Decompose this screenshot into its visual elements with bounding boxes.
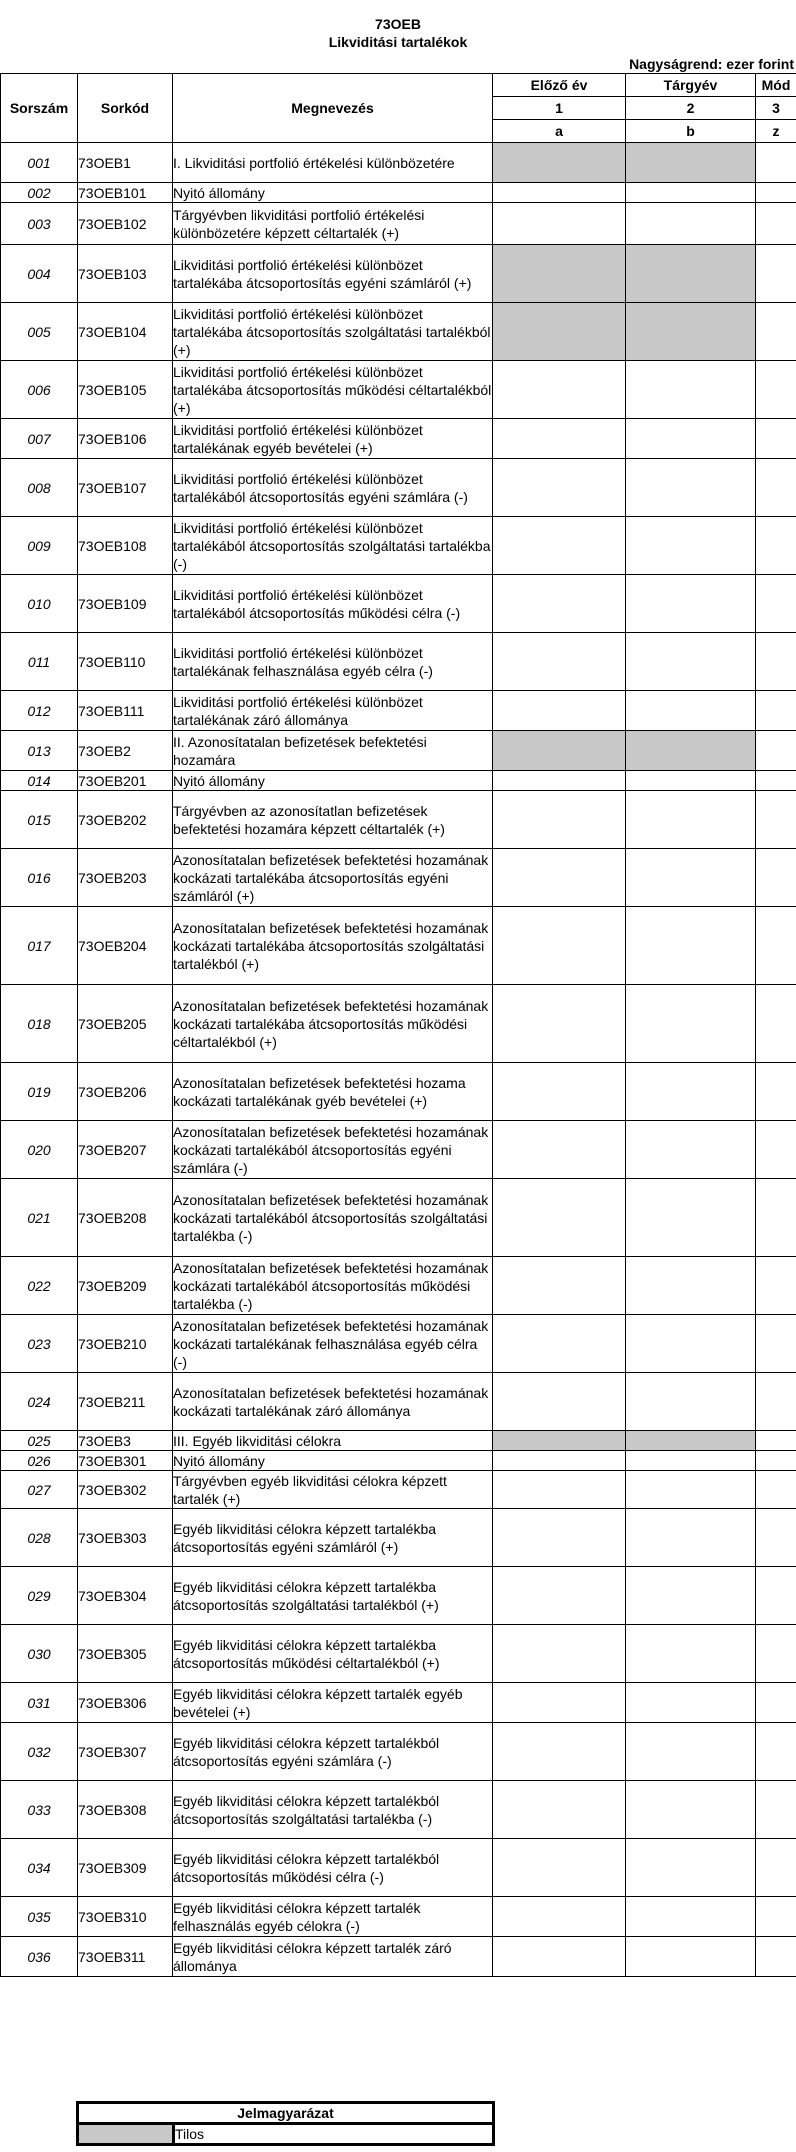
row-number: 015 — [1, 791, 78, 849]
row-name: Azonosítatalan befizetések befektetési hozamának kockázati tartalékába átcsoportosítás egyéni számláról (+) — [173, 849, 493, 907]
row-number: 026 — [1, 1451, 78, 1471]
row-code: 73OEB309 — [78, 1839, 173, 1897]
row-number: 002 — [1, 183, 78, 203]
value-mod[interactable] — [756, 1897, 796, 1937]
value-targyev[interactable] — [626, 1625, 756, 1683]
col-header-megnevezes: Megnevezés — [173, 74, 493, 143]
table-row — [1, 245, 796, 303]
value-mod[interactable] — [756, 1723, 796, 1781]
value-targyev[interactable] — [626, 203, 756, 245]
row-code: 73OEB101 — [78, 183, 173, 203]
col-header-mod: Mód — [756, 74, 796, 97]
table-row — [1, 1683, 796, 1723]
report-table — [0, 73, 796, 1977]
value-targyev[interactable] — [626, 985, 756, 1063]
value-elozo-ev — [493, 731, 626, 771]
row-number: 007 — [1, 419, 78, 459]
row-number: 011 — [1, 633, 78, 691]
row-code: 73OEB108 — [78, 517, 173, 575]
table-row — [1, 731, 796, 771]
value-targyev[interactable] — [626, 183, 756, 203]
row-code: 73OEB301 — [78, 1451, 173, 1471]
table-row — [1, 203, 796, 245]
row-number: 027 — [1, 1471, 78, 1509]
row-code: 73OEB302 — [78, 1471, 173, 1509]
row-code: 73OEB111 — [78, 691, 173, 731]
row-number: 005 — [1, 303, 78, 361]
col-header-sorszam: Sorszám — [1, 74, 78, 143]
row-number: 012 — [1, 691, 78, 731]
table-row — [1, 183, 796, 203]
value-elozo-ev — [493, 143, 626, 183]
row-number: 016 — [1, 849, 78, 907]
col-number-1: 1 — [493, 97, 626, 120]
value-mod[interactable] — [756, 1625, 796, 1683]
row-number: 019 — [1, 1063, 78, 1121]
table-row — [1, 459, 796, 517]
row-name: Azonosítatalan befizetések befektetési hozamának kockázati tartalékába átcsoportosítás működési céltartalékból (+) — [173, 985, 493, 1063]
row-name: Azonosítatalan befizetések befektetési hozamának kockázati tartalékának záró állománya — [173, 1373, 493, 1431]
row-code: 73OEB307 — [78, 1723, 173, 1781]
value-mod[interactable] — [756, 791, 796, 849]
value-targyev[interactable] — [626, 1723, 756, 1781]
value-targyev[interactable] — [626, 1373, 756, 1431]
value-targyev[interactable] — [626, 791, 756, 849]
table-row — [1, 1063, 796, 1121]
value-mod[interactable] — [756, 1781, 796, 1839]
row-name: Azonosítatalan befizetések befektetési hozama kockázati tartalékának gyéb bevételei (+) — [173, 1063, 493, 1121]
value-targyev[interactable] — [626, 691, 756, 731]
value-mod[interactable] — [756, 1315, 796, 1373]
row-number: 006 — [1, 361, 78, 419]
value-mod[interactable] — [756, 633, 796, 691]
value-mod[interactable] — [756, 1063, 796, 1121]
row-number: 013 — [1, 731, 78, 771]
value-mod[interactable] — [756, 303, 796, 361]
table-row — [1, 517, 796, 575]
value-mod[interactable] — [756, 1471, 796, 1509]
legend-title: Jelmagyarázat — [78, 2103, 494, 2124]
legend-gray-swatch — [78, 2124, 174, 2145]
row-name: II. Azonosítatalan befizetések befektetési hozamára — [173, 731, 493, 771]
row-code: 73OEB2 — [78, 731, 173, 771]
row-code: 73OEB208 — [78, 1179, 173, 1257]
col-letter-b: b — [626, 120, 756, 143]
table-row — [1, 1781, 796, 1839]
row-number: 025 — [1, 1431, 78, 1451]
value-mod[interactable] — [756, 1121, 796, 1179]
row-name: Egyéb likviditási célokra képzett tartalékból átcsoportosítás egyéni számlára (-) — [173, 1723, 493, 1781]
value-elozo-ev[interactable] — [493, 633, 626, 691]
row-code: 73OEB211 — [78, 1373, 173, 1431]
value-targyev[interactable] — [626, 1937, 756, 1977]
row-name: III. Egyéb likviditási célokra — [173, 1431, 493, 1451]
legend-table — [76, 2101, 495, 2146]
value-targyev — [626, 245, 756, 303]
table-row — [1, 1257, 796, 1315]
legend-tilos-label: Tilos — [174, 2124, 494, 2145]
row-name: Likviditási portfolió értékelési különbözet tartalékából átcsoportosítás működési célra (-) — [173, 575, 493, 633]
value-elozo-ev[interactable] — [493, 1315, 626, 1373]
row-name: Likviditási portfolió értékelési különbözet tartalékának felhasználása egyéb célra (-) — [173, 633, 493, 691]
table-row — [1, 985, 796, 1063]
row-number: 008 — [1, 459, 78, 517]
row-code: 73OEB3 — [78, 1431, 173, 1451]
value-mod[interactable] — [756, 771, 796, 791]
value-elozo-ev[interactable] — [493, 459, 626, 517]
value-mod[interactable] — [756, 691, 796, 731]
table-row — [1, 907, 796, 985]
value-elozo-ev[interactable] — [493, 1121, 626, 1179]
value-targyev[interactable] — [626, 907, 756, 985]
row-code: 73OEB1 — [78, 143, 173, 183]
row-code: 73OEB206 — [78, 1063, 173, 1121]
col-number-3: 3 — [756, 97, 796, 120]
row-name: Nyitó állomány — [173, 771, 493, 791]
value-elozo-ev[interactable] — [493, 1451, 626, 1471]
row-name: Azonosítatalan befizetések befektetési hozamának kockázati tartalékából átcsoportosítás szolgáltatási tartalékba (-) — [173, 1179, 493, 1257]
row-name: Azonosítatalan befizetések befektetési hozamának kockázati tartalékába átcsoportosítás szolgáltatási tartalékból (+) — [173, 907, 493, 985]
value-targyev[interactable] — [626, 633, 756, 691]
row-name: Azonosítatalan befizetések befektetési hozamának kockázati tartalékából átcsoportosítás működési tartalékba (-) — [173, 1257, 493, 1315]
row-name: Egyéb likviditási célokra képzett tartalékból átcsoportosítás működési célra (-) — [173, 1839, 493, 1897]
value-targyev[interactable] — [626, 575, 756, 633]
value-mod[interactable] — [756, 1451, 796, 1471]
row-number: 035 — [1, 1897, 78, 1937]
value-mod[interactable] — [756, 1937, 796, 1977]
value-elozo-ev[interactable] — [493, 203, 626, 245]
value-elozo-ev — [493, 303, 626, 361]
value-targyev[interactable] — [626, 1781, 756, 1839]
row-code: 73OEB204 — [78, 907, 173, 985]
row-number: 017 — [1, 907, 78, 985]
table-row — [1, 633, 796, 691]
value-mod[interactable] — [756, 1509, 796, 1567]
value-targyev[interactable] — [626, 1063, 756, 1121]
row-code: 73OEB308 — [78, 1781, 173, 1839]
value-targyev[interactable] — [626, 1509, 756, 1567]
value-targyev[interactable] — [626, 1179, 756, 1257]
value-elozo-ev[interactable] — [493, 849, 626, 907]
row-code: 73OEB109 — [78, 575, 173, 633]
value-targyev[interactable] — [626, 1257, 756, 1315]
value-elozo-ev[interactable] — [493, 575, 626, 633]
row-code: 73OEB210 — [78, 1315, 173, 1373]
value-targyev — [626, 143, 756, 183]
value-targyev[interactable] — [626, 419, 756, 459]
value-mod[interactable] — [756, 1373, 796, 1431]
value-elozo-ev[interactable] — [493, 1937, 626, 1977]
value-targyev[interactable] — [626, 1315, 756, 1373]
value-mod[interactable] — [756, 1431, 796, 1451]
value-mod[interactable] — [756, 419, 796, 459]
row-code: 73OEB303 — [78, 1509, 173, 1567]
row-number: 032 — [1, 1723, 78, 1781]
row-code: 73OEB209 — [78, 1257, 173, 1315]
row-code: 73OEB311 — [78, 1937, 173, 1977]
row-number: 009 — [1, 517, 78, 575]
value-targyev[interactable] — [626, 1471, 756, 1509]
table-row — [1, 1625, 796, 1683]
value-elozo-ev[interactable] — [493, 1471, 626, 1509]
row-name: Egyéb likviditási célokra képzett tartalékba átcsoportosítás működési céltartalékból (+) — [173, 1625, 493, 1683]
value-elozo-ev[interactable] — [493, 1839, 626, 1897]
value-elozo-ev[interactable] — [493, 691, 626, 731]
row-code: 73OEB305 — [78, 1625, 173, 1683]
row-code: 73OEB103 — [78, 245, 173, 303]
value-mod[interactable] — [756, 183, 796, 203]
table-row — [1, 303, 796, 361]
row-number: 033 — [1, 1781, 78, 1839]
col-number-2: 2 — [626, 97, 756, 120]
row-number: 021 — [1, 1179, 78, 1257]
table-row — [1, 691, 796, 731]
row-code: 73OEB304 — [78, 1567, 173, 1625]
value-elozo-ev[interactable] — [493, 1683, 626, 1723]
row-number: 030 — [1, 1625, 78, 1683]
row-number: 028 — [1, 1509, 78, 1567]
table-row — [1, 1373, 796, 1431]
value-targyev[interactable] — [626, 1121, 756, 1179]
value-elozo-ev[interactable] — [493, 1509, 626, 1567]
row-code: 73OEB105 — [78, 361, 173, 419]
col-header-elozo-ev: Előző év — [493, 74, 626, 97]
value-elozo-ev[interactable] — [493, 1063, 626, 1121]
row-name: Egyéb likviditási célokra képzett tartalékba átcsoportosítás egyéni számláról (+) — [173, 1509, 493, 1567]
value-elozo-ev[interactable] — [493, 1625, 626, 1683]
row-name: Likviditási portfolió értékelési különbözet tartalékába átcsoportosítás egyéni számláról (+) — [173, 245, 493, 303]
value-elozo-ev[interactable] — [493, 1781, 626, 1839]
unit-note: Nagyságrend: ezer forint — [629, 56, 794, 72]
row-number: 023 — [1, 1315, 78, 1373]
row-name: Egyéb likviditási célokra képzett tartalék záró állománya — [173, 1937, 493, 1977]
table-row — [1, 575, 796, 633]
row-number: 014 — [1, 771, 78, 791]
row-name: I. Likviditási portfolió értékelési különbözetére — [173, 143, 493, 183]
value-elozo-ev[interactable] — [493, 985, 626, 1063]
table-row — [1, 1179, 796, 1257]
value-mod[interactable] — [756, 143, 796, 183]
row-code: 73OEB201 — [78, 771, 173, 791]
value-elozo-ev[interactable] — [493, 361, 626, 419]
row-number: 010 — [1, 575, 78, 633]
row-name: Egyéb likviditási célokra képzett tartalékba átcsoportosítás szolgáltatási tartalékból (+) — [173, 1567, 493, 1625]
row-name: Likviditási portfolió értékelési különbözet tartalékának záró állománya — [173, 691, 493, 731]
table-row — [1, 771, 796, 791]
table-row — [1, 791, 796, 849]
row-number: 024 — [1, 1373, 78, 1431]
value-targyev — [626, 731, 756, 771]
value-elozo-ev — [493, 1431, 626, 1451]
row-code: 73OEB306 — [78, 1683, 173, 1723]
row-name: Likviditási portfolió értékelési különbözet tartalékába átcsoportosítás szolgáltatási tartalékból (+) — [173, 303, 493, 361]
value-elozo-ev[interactable] — [493, 1373, 626, 1431]
row-code: 73OEB207 — [78, 1121, 173, 1179]
value-elozo-ev[interactable] — [493, 1723, 626, 1781]
row-number: 022 — [1, 1257, 78, 1315]
row-name: Nyitó állomány — [173, 1451, 493, 1471]
row-name: Tárgyévben egyéb likviditási célokra képzett tartalék (+) — [173, 1471, 493, 1509]
row-name: Likviditási portfolió értékelési különbözet tartalékának egyéb bevételei (+) — [173, 419, 493, 459]
table-row — [1, 1897, 796, 1937]
row-number: 031 — [1, 1683, 78, 1723]
value-targyev[interactable] — [626, 1897, 756, 1937]
form-code: 73OEB — [375, 16, 421, 32]
col-letter-a: a — [493, 120, 626, 143]
row-name: Tárgyévben az azonosítatlan befizetések befektetési hozamára képzett céltartalék (+) — [173, 791, 493, 849]
table-row — [1, 1451, 796, 1471]
value-elozo-ev[interactable] — [493, 419, 626, 459]
row-code: 73OEB110 — [78, 633, 173, 691]
row-code: 73OEB106 — [78, 419, 173, 459]
table-row — [1, 1315, 796, 1373]
row-code: 73OEB102 — [78, 203, 173, 245]
table-row — [1, 849, 796, 907]
col-header-targyev: Tárgyév — [626, 74, 756, 97]
value-mod[interactable] — [756, 459, 796, 517]
value-mod[interactable] — [756, 1179, 796, 1257]
row-number: 001 — [1, 143, 78, 183]
table-row — [1, 1509, 796, 1567]
value-elozo-ev[interactable] — [493, 791, 626, 849]
value-elozo-ev[interactable] — [493, 1257, 626, 1315]
row-code: 73OEB205 — [78, 985, 173, 1063]
value-elozo-ev[interactable] — [493, 1567, 626, 1625]
table-row — [1, 1471, 796, 1509]
row-name: Likviditási portfolió értékelési különbözet tartalékába átcsoportosítás működési céltartalékból (+) — [173, 361, 493, 419]
table-body — [1, 143, 796, 1977]
value-elozo-ev[interactable] — [493, 183, 626, 203]
value-mod[interactable] — [756, 575, 796, 633]
row-code: 73OEB203 — [78, 849, 173, 907]
row-number: 004 — [1, 245, 78, 303]
row-number: 003 — [1, 203, 78, 245]
table-row — [1, 1839, 796, 1897]
row-name: Egyéb likviditási célokra képzett tartalék felhasználás egyéb célokra (-) — [173, 1897, 493, 1937]
row-name: Tárgyévben likviditási portfolió értékelési különbözetére képzett céltartalék (+) — [173, 203, 493, 245]
value-mod[interactable] — [756, 361, 796, 419]
value-elozo-ev[interactable] — [493, 771, 626, 791]
value-mod[interactable] — [756, 1683, 796, 1723]
row-code: 73OEB104 — [78, 303, 173, 361]
row-code: 73OEB202 — [78, 791, 173, 849]
row-number: 020 — [1, 1121, 78, 1179]
value-elozo-ev[interactable] — [493, 907, 626, 985]
value-mod[interactable] — [756, 245, 796, 303]
value-targyev[interactable] — [626, 1451, 756, 1471]
row-name: Egyéb likviditási célokra képzett tartalékból átcsoportosítás szolgáltatási tartalékba (-) — [173, 1781, 493, 1839]
value-mod[interactable] — [756, 1839, 796, 1897]
value-elozo-ev[interactable] — [493, 1179, 626, 1257]
value-targyev[interactable] — [626, 361, 756, 419]
value-mod[interactable] — [756, 907, 796, 985]
value-mod[interactable] — [756, 731, 796, 771]
value-mod[interactable] — [756, 203, 796, 245]
row-name: Likviditási portfolió értékelési különbözet tartalékából átcsoportosítás szolgáltatási tartalékba (-) — [173, 517, 493, 575]
form-title: Likviditási tartalékok — [328, 34, 468, 50]
row-number: 029 — [1, 1567, 78, 1625]
row-code: 73OEB107 — [78, 459, 173, 517]
col-letter-z: z — [756, 120, 796, 143]
value-targyev — [626, 303, 756, 361]
table-row — [1, 361, 796, 419]
table-row — [1, 1121, 796, 1179]
value-mod[interactable] — [756, 985, 796, 1063]
value-targyev[interactable] — [626, 459, 756, 517]
row-name: Azonosítatalan befizetések befektetési hozamának kockázati tartalékából átcsoportosítás egyéni számlára (-) — [173, 1121, 493, 1179]
table-row — [1, 1723, 796, 1781]
value-elozo-ev — [493, 245, 626, 303]
row-name: Nyitó állomány — [173, 183, 493, 203]
value-mod[interactable] — [756, 1567, 796, 1625]
value-mod[interactable] — [756, 849, 796, 907]
table-row — [1, 143, 796, 183]
value-targyev[interactable] — [626, 771, 756, 791]
value-mod[interactable] — [756, 517, 796, 575]
row-name: Egyéb likviditási célokra képzett tartalék egyéb bevételei (+) — [173, 1683, 493, 1723]
table-row — [1, 1431, 796, 1451]
value-targyev — [626, 1431, 756, 1451]
table-row — [1, 1567, 796, 1625]
value-targyev[interactable] — [626, 1839, 756, 1897]
row-number: 018 — [1, 985, 78, 1063]
row-name: Azonosítatalan befizetések befektetési hozamának kockázati tartalékának felhasználása egyéb célra (-) — [173, 1315, 493, 1373]
value-targyev[interactable] — [626, 517, 756, 575]
value-elozo-ev[interactable] — [493, 1897, 626, 1937]
value-targyev[interactable] — [626, 1683, 756, 1723]
value-targyev[interactable] — [626, 849, 756, 907]
col-header-sorkod: Sorkód — [78, 74, 173, 143]
table-row — [1, 1937, 796, 1977]
row-code: 73OEB310 — [78, 1897, 173, 1937]
value-targyev[interactable] — [626, 1567, 756, 1625]
row-number: 036 — [1, 1937, 78, 1977]
value-elozo-ev[interactable] — [493, 517, 626, 575]
row-name: Likviditási portfolió értékelési különbözet tartalékából átcsoportosítás egyéni számlára (-) — [173, 459, 493, 517]
row-number: 034 — [1, 1839, 78, 1897]
table-row — [1, 419, 796, 459]
value-mod[interactable] — [756, 1257, 796, 1315]
